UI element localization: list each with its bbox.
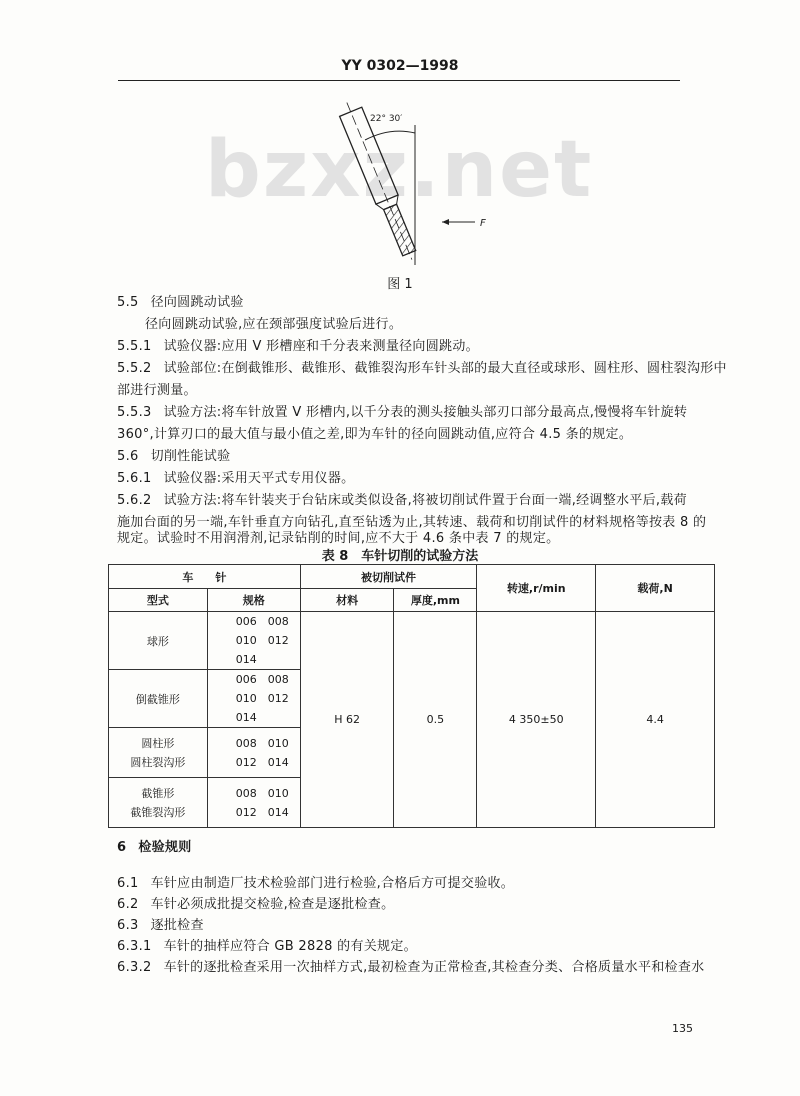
section-6-1: 6.1 车针应由制造厂技术检验部门进行检验,合格后方可提交验收。	[117, 876, 515, 891]
paragraph: 360°,计算刃口的最大值与最小值之差,即为车针的径向圆跳动值,应符合 4.5 条的规定。	[117, 427, 633, 442]
section-6-3-1: 6.3.1 车针的抽样应符合 GB 2828 的有关规定。	[117, 939, 417, 954]
force-label: F	[480, 218, 486, 229]
cell-speed: 4 350±50	[477, 612, 596, 828]
cell-spec: 008 010 012 014	[207, 728, 300, 778]
header-load: 载荷,N	[596, 565, 715, 612]
document-header: YY 0302—1998	[341, 58, 459, 74]
section-5-6: 5.6 切削性能试验	[117, 449, 231, 464]
header-type: 型式	[109, 589, 208, 612]
figure-1-drawing	[330, 85, 530, 265]
header-speed: 转速,r/min	[477, 565, 596, 612]
section-5-5-3: 5.5.3 试验方法:将车针放置 V 形槽内,以千分表的测头接触头部刃口部分最高点,慢慢将车针旋转	[117, 405, 688, 420]
cell-type: 球形	[109, 612, 208, 670]
cell-material: H 62	[300, 612, 394, 828]
table-row	[109, 612, 715, 670]
header-thickness: 厚度,mm	[394, 589, 477, 612]
paragraph: 径向圆跳动试验,应在颈部强度试验后进行。	[145, 317, 403, 332]
table-title: 表 8 车针切削的试验方法	[321, 549, 479, 564]
cell-spec: 006 008 010 012 014	[207, 612, 300, 670]
cell-spec: 006 008 010 012 014	[207, 670, 300, 728]
cell-type: 倒截锥形	[109, 670, 208, 728]
paragraph: 施加台面的另一端,车针垂直方向钻孔,直至钻透为止,其转速、载荷和切削试件的材料规格等按表 8 的	[117, 515, 707, 530]
section-6-3: 6.3 逐批检查	[117, 918, 204, 933]
header-material: 材料	[300, 589, 394, 612]
cell-type: 圆柱形 圆柱裂沟形	[109, 728, 208, 778]
angle-label: 22° 30′	[370, 114, 403, 124]
header-needle: 车 针	[109, 565, 301, 589]
page-number: 135	[672, 1022, 693, 1035]
cell-spec: 008 010 012 014	[207, 778, 300, 828]
watermark: bzxz.net	[205, 125, 594, 215]
section-6-2: 6.2 车针必须成批提交检验,检查是逐批检查。	[117, 897, 395, 912]
cell-type: 截锥形 截锥裂沟形	[109, 778, 208, 828]
header-spec: 规格	[207, 589, 300, 612]
section-6: 6 检验规则	[117, 840, 192, 855]
header-rule	[118, 80, 680, 81]
paragraph: 规定。试验时不用润滑剂,记录钻削的时间,应不大于 4.6 条中表 7 的规定。	[117, 531, 560, 546]
paragraph: 部进行测量。	[117, 383, 197, 398]
section-5-6-1: 5.6.1 试验仪器:采用天平式专用仪器。	[117, 471, 355, 486]
section-6-3-2: 6.3.2 车针的逐批检查采用一次抽样方式,最初检查为正常检查,其检查分类、合格质量水平和检查水	[117, 960, 705, 975]
section-5-6-2: 5.6.2 试验方法:将车针装夹于台钻床或类似设备,将被切削试件置于台面一端,经调整水平后,载荷	[117, 493, 687, 508]
header-workpiece: 被切削试件	[300, 565, 477, 589]
cell-thickness: 0.5	[394, 612, 477, 828]
section-5-5: 5.5 径向圆跳动试验	[117, 295, 244, 310]
section-5-5-1: 5.5.1 试验仪器:应用 V 形槽座和千分表来测量径向圆跳动。	[117, 339, 479, 354]
section-5-5-2: 5.5.2 试验部位:在倒截锥形、截锥形、截锥裂沟形车针头部的最大直径或球形、圆柱形、圆柱裂沟形中	[117, 361, 727, 376]
cell-load: 4.4	[596, 612, 715, 828]
figure-caption: 图 1	[387, 277, 413, 292]
test-method-table	[108, 564, 715, 828]
